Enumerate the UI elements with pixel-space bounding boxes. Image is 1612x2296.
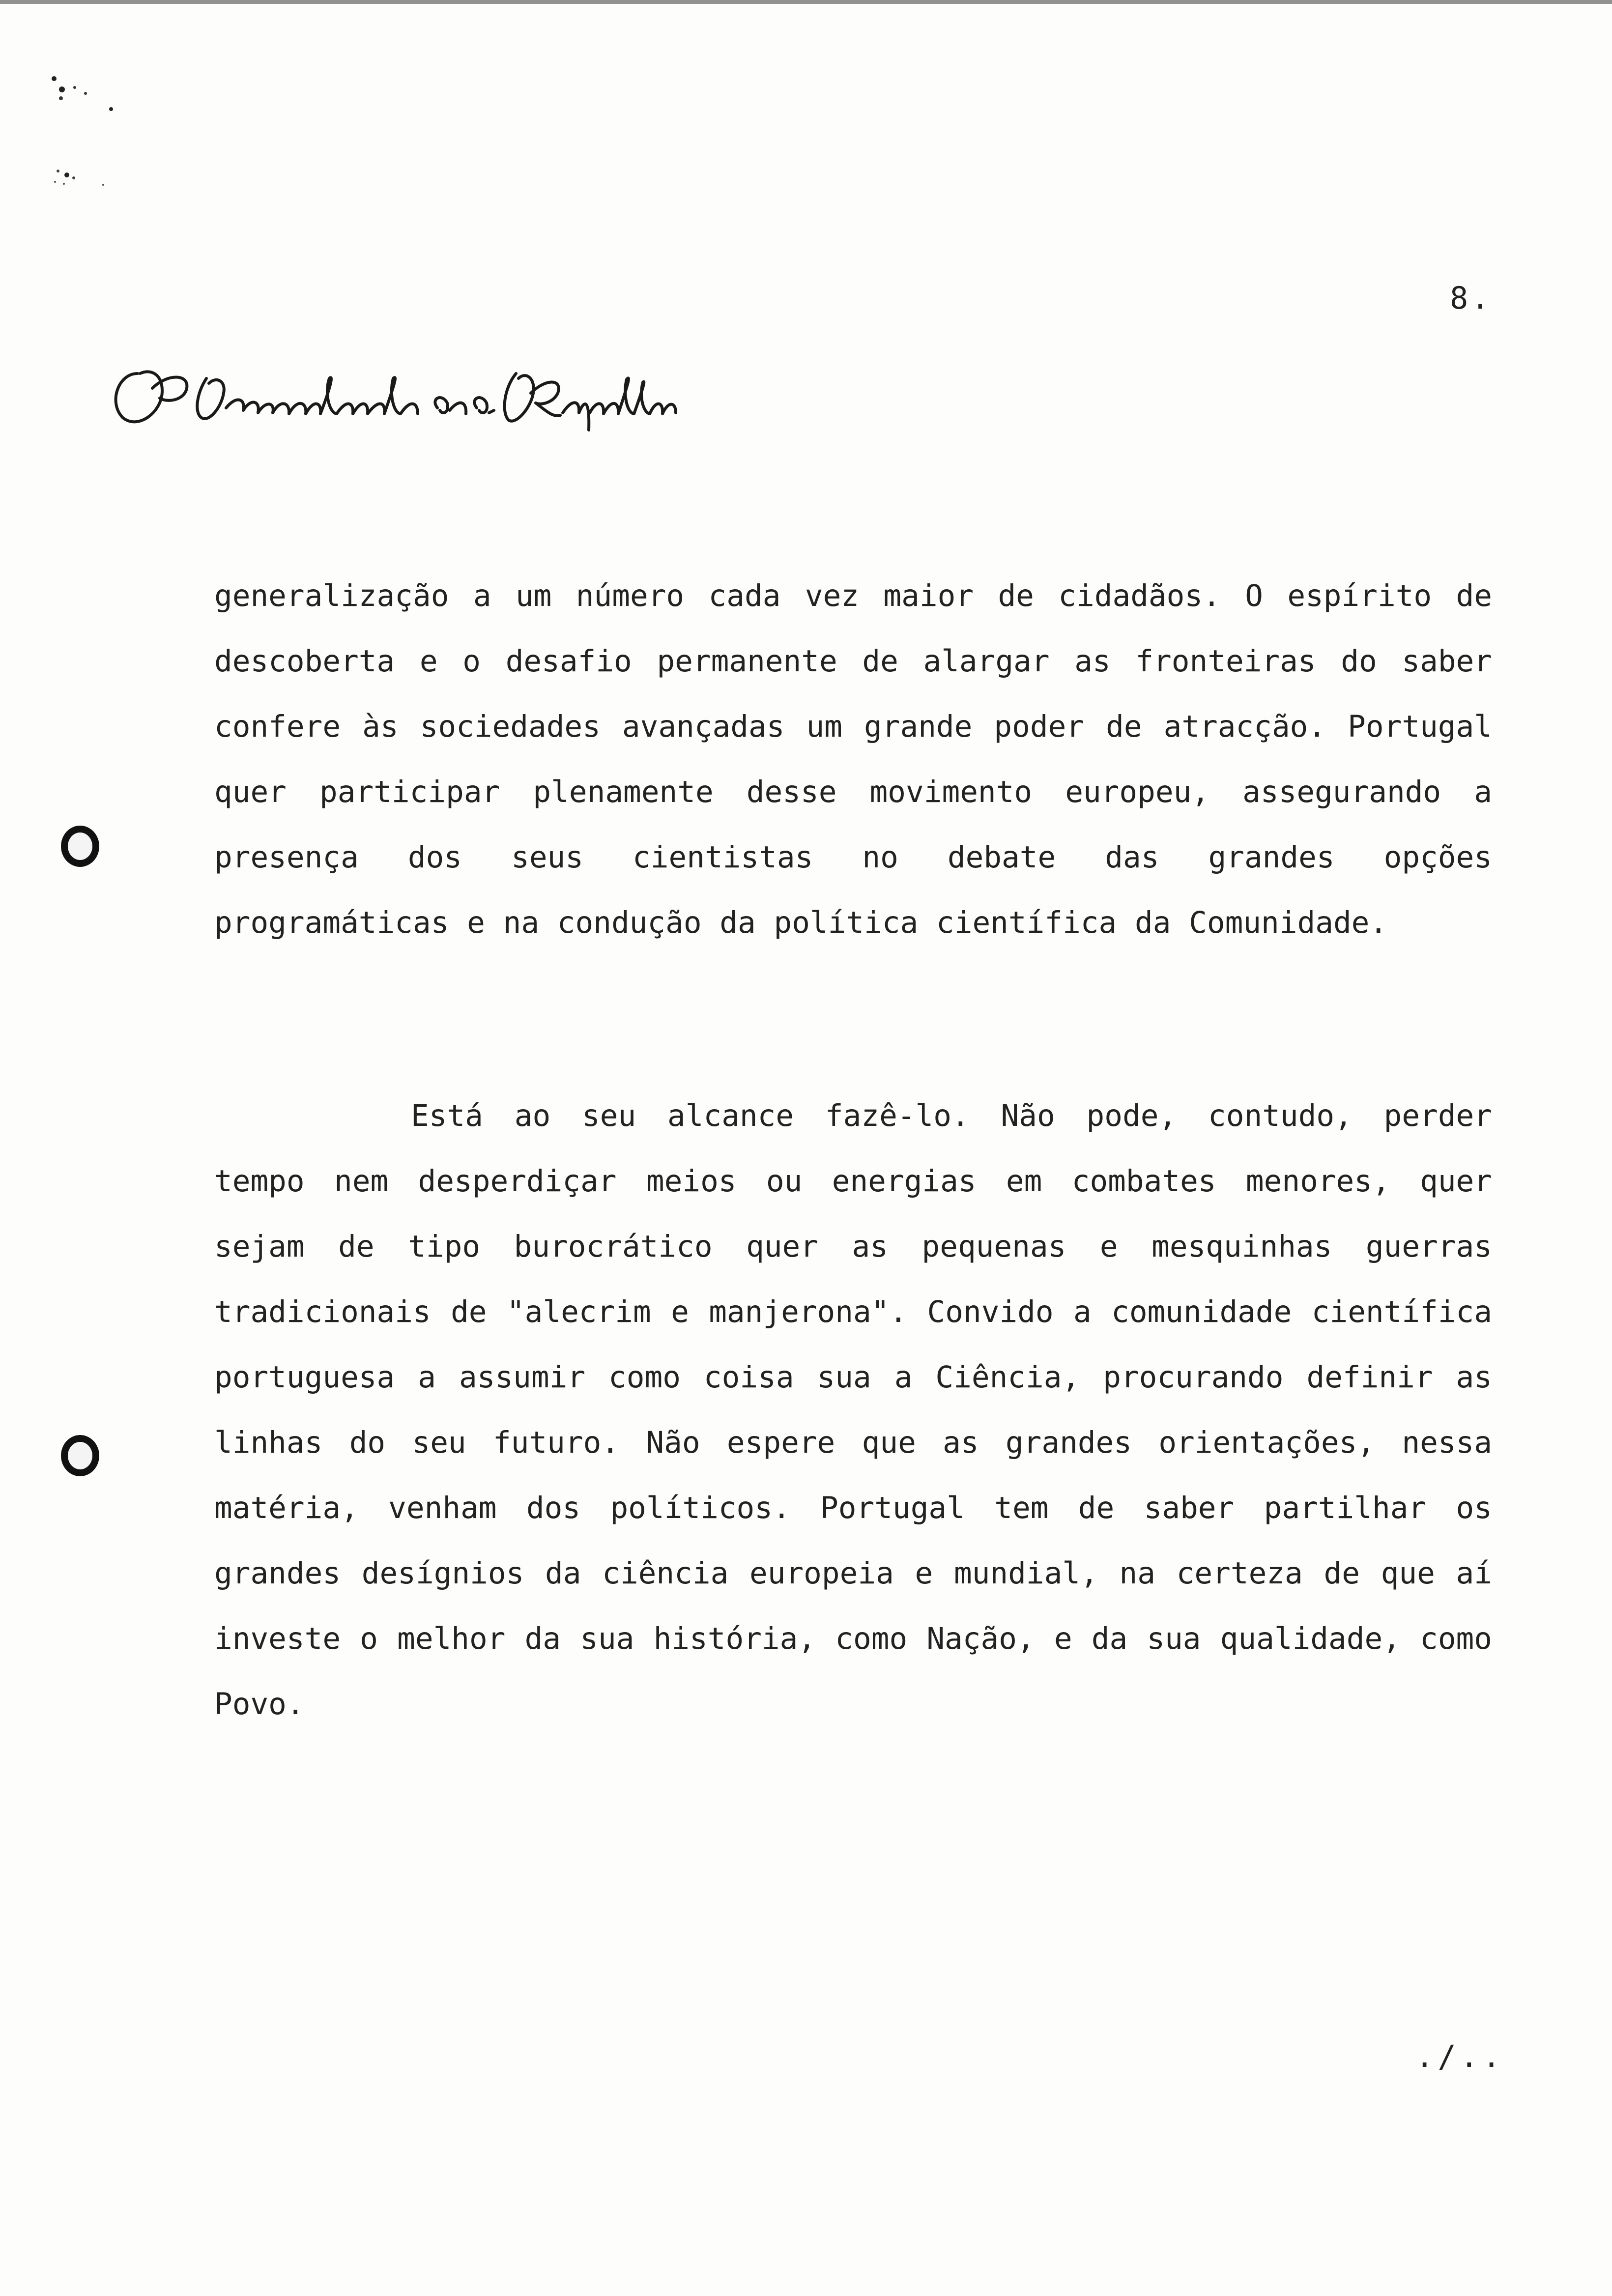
body-paragraph-1: generalização a um número cada vez maior de cidadãos. O espírito de descoberta e o desafio permanente de alargar as fronteiras do saber confere às sociedades avançadas um grande poder de atracção. Portugal quer participar plenamente desse movimento europeu, assegurando a presença dos seus cientistas no debate das grandes opções programáticas e na condução da política científica da Comunidade. [214,578,1492,940]
continuation-mark: ./.. [1415,2038,1505,2074]
letterhead-signature [103,344,683,437]
page-number: 8. [1450,280,1493,316]
body-paragraph-2: Está ao seu alcance fazê-lo. Não pode, contudo, perder tempo nem desperdiçar meios ou energias em combates menores, quer sejam de tipo burocrático quer as pequenas e mesquinhas guerras tradicionais de "alecrim e manjerona". Convido a comunidade científica portuguesa a assumir como coisa sua a Ciência, procurando definir as linhas do seu futuro. Não espere que as grandes orientações, nessa matéria, venham dos políticos. Portugal tem de saber partilhar os grandes desígnios da ciência europeia e mundial, na certeza de que aí investe o melhor da sua história, como Nação, e da sua qualidade, como Povo. [214,1098,1492,1722]
scan-top-edge [0,0,1612,4]
punch-hole-icon [61,1435,99,1476]
punch-hole-icon [61,826,99,867]
scan-specks [44,64,172,211]
